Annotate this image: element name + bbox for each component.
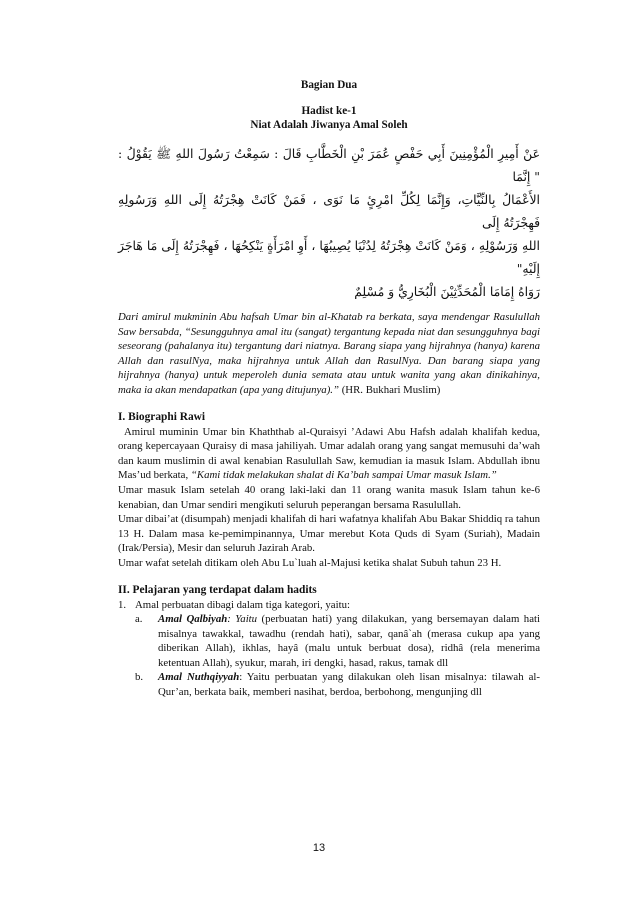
term-description: (perbuatan hati) yang dilakukan, yang bersemayan dalam hati misalnya tawakkal, tawadhu (rendah hati), sabar, qanâ`ah (merasa cukup apa yang diberikan Allah), ikhlas, hayâ (malu untuk berbuat dosa), ridhâ (rela menerima ketentuan Allah), syukur, marah, iri dengki, hasad, rakus, tamak dll (158, 613, 540, 669)
list-item-text: Amal perbuatan dibagi dalam tiga kategori, yaitu: (135, 598, 350, 611)
biography-section (118, 425, 540, 571)
biography-paragraph: Umar dibai’at (disumpah) menjadi khalifah di hari wafatnya khalifah Abu Bakar Shiddiq ra tahun 13 H. Dalam masa ke-pemimpinannya, Umar merebut Kota Quds di Syam (Suriah), Madain (Irak/Persia), Mesir dan seluruh Jazirah Arab. (118, 513, 540, 555)
section-heading-lessons: II. Pelajaran yang terdapat dalam hadits (118, 583, 317, 596)
list-number: 1. (118, 598, 127, 611)
term-amal-qalbiyah: Amal Qalbiyah (158, 613, 228, 626)
term-lead: : Yaitu (227, 613, 258, 626)
list-item (118, 598, 540, 613)
translation-text: Dari amirul mukminin Abu hafsah Umar bin al-Khatab ra berkata, saya mendengar Rasulullah Saw bersabda, “Sesungguhnya amal itu (sangat) tergantung kepada niat dan sesungguhnya bagi seseorang (pahalanya itu) tergantung dari niatnya. Barang siapa yang hijrahnya (hanya) karena Allah dan rasulNya, maka hijrahnya untuk Allah dan RasulNya. Dan barang siapa yang hijrahnya (hanya) untuk meperoleh dunia semata atau untuk wanita yang akan dinikahinya, maka ia akan mendapatkan (apa yang ditujunya).” (118, 311, 540, 396)
biography-paragraph: Umar wafat setelah ditikam oleh Abu Lu`luah al-Majusi ketika shalat Subuh tahun 23 H. (118, 556, 502, 569)
biography-paragraph: Umar masuk Islam setelah 40 orang laki-laki dan 11 orang wanita masuk Islam tahun ke-6 kenabian, dan Umar sendiri mengikuti seluruh peperangan bersama Rasulullah. (118, 483, 540, 511)
translation-source: (HR. Bukhari Muslim) (341, 383, 441, 396)
translation-paragraph (118, 310, 540, 398)
sub-list-text (158, 612, 540, 670)
page-content (118, 78, 540, 700)
page-number: 13 (312, 842, 326, 854)
sub-list-text (158, 670, 540, 699)
arabic-line: رَوَاهُ إِمَامَا الْمُحَدِّثِيْنَ الْبُخَارِيُّ وَ مُسْلِمٌ (354, 284, 540, 299)
sub-list-letter: b. (135, 671, 144, 684)
biography-text: Amirul muminin Umar bin Khaththab al-Quraisyi ’Adawi Abu Hafsh adalah khalifah kedua, orang kepercayaan Quraisy di masa jahiliyah. Umar adalah orang yang sangat memusuhi da’wah dan kaum muslimin di awal kenabian Rasulullah Saw, kemudian ia masuk Islam. Abdullah ibnu Mas’ud berkata, (118, 425, 540, 482)
biography-quote: “Kami tidak melakukan shalat di Ka’bah sampai Umar masuk Islam.” (190, 469, 497, 482)
lessons-list (118, 598, 540, 700)
hadith-title: Niat Adalah Jiwanya Amal Soleh (250, 119, 408, 131)
sub-list-item (135, 612, 540, 670)
sub-list-item (135, 670, 540, 699)
term-amal-nuthqiyyah: Amal Nuthqiyyah (158, 671, 240, 684)
part-title: Bagian Dua (300, 79, 358, 91)
arabic-line: اللهِ وَرَسُوْلِهِ ، وَمَنْ كَانَتْ هِجْرَتُهُ لِدُنْيَا يُصِيبُهَا ، أَوِ امْرَأَةٍ يَنْكِحُهَا ، فَهِجْرَتُهُ إِلَى مَا هَاجَرَ إِلَيْهِ" (118, 238, 540, 276)
arabic-line: الأَعْمَالُ بِالنِّيَّاتِ، وَإِنَّمَا لِكُلِّ امْرِئٍ مَا نَوَى ، فَمَنْ كَانَتْ هِجْرَتُهُ إِلَى اللهِ وَرَسُولِهِ فَهِجْرَتُهُ إِلَى (118, 192, 540, 230)
section-heading-biography: I. Biographi Rawi (118, 410, 206, 423)
hadith-number: Hadist ke-1 (301, 105, 357, 117)
term-description: : Yaitu perbuatan yang dilakukan oleh lisan misalnya: tilawah al-Qur’an, berkata baik, memberi nasihat, berdoa, berbohong, mengunjing dll (158, 671, 540, 699)
biography-paragraph (118, 425, 540, 483)
arabic-hadith-text (118, 142, 540, 303)
arabic-line: عَنْ أَمِيرِ الْمُؤْمِنِينَ أَبِي حَفْصٍ عُمَرَ بْنِ الْخَطَّابِ قَالَ : سَمِعْتُ رَسُولَ اللهِ ﷺ يَقُوْلُ : " إِنَّمَا (118, 146, 540, 184)
sub-list-letter: a. (135, 613, 143, 626)
